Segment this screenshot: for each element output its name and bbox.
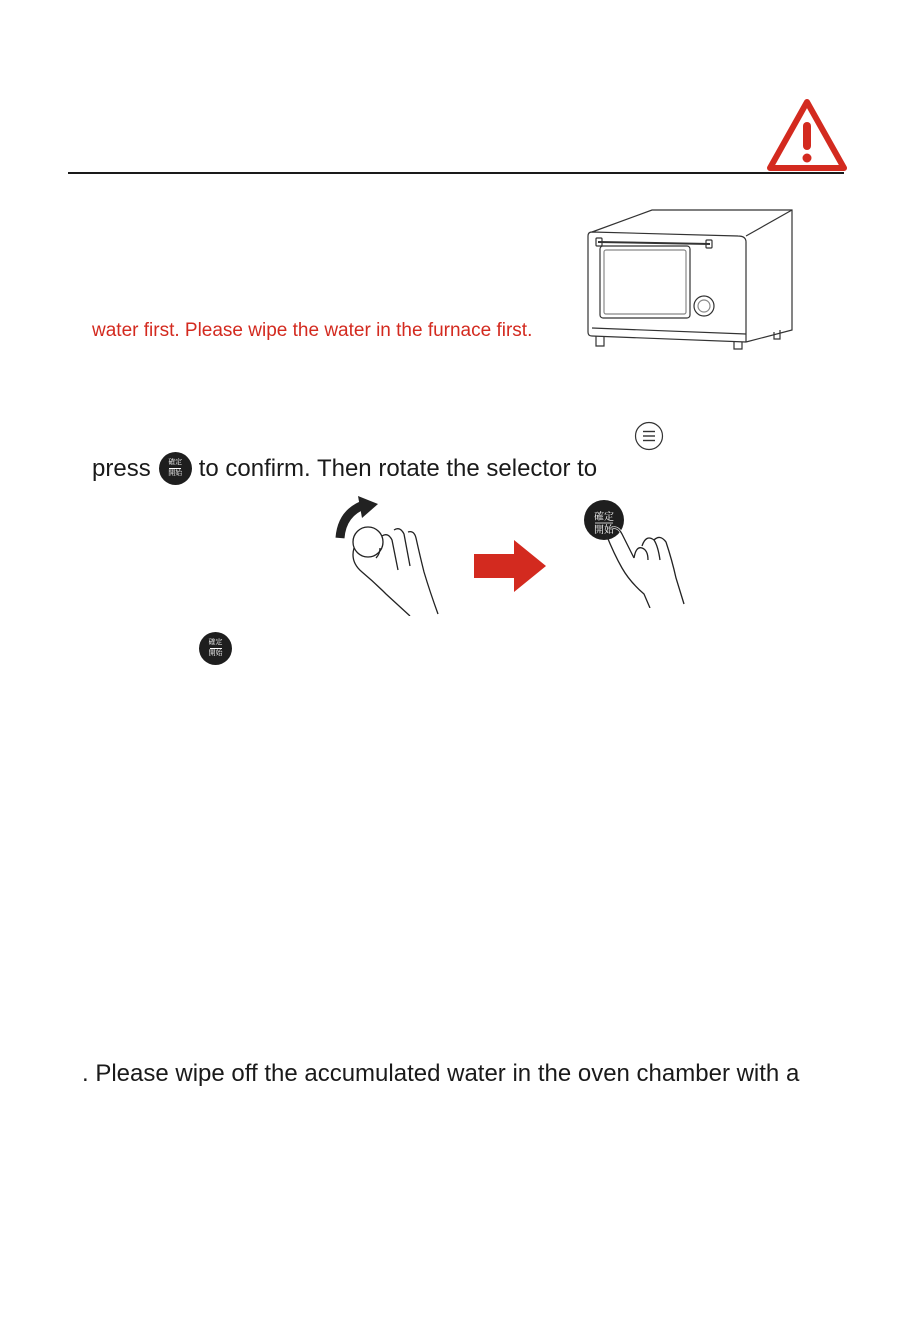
oven-illustration	[586, 206, 800, 358]
confirm-start-button-icon: 確定 開始	[199, 632, 232, 665]
menu-icon	[634, 421, 664, 451]
wipe-water-instruction: . Please wipe off the accumulated water in the oven chamber with a	[82, 1060, 800, 1087]
red-right-arrow-icon	[474, 540, 546, 592]
warning-triangle-icon	[766, 98, 848, 172]
water-warning-text: water first. Please wipe the water in the furnace first.	[92, 320, 533, 341]
svg-text:確定: 確定	[594, 512, 614, 523]
section-divider	[68, 172, 844, 174]
press-button-illustration	[584, 498, 694, 608]
instruction-line	[92, 452, 597, 485]
confirm-start-button-icon: 確定 開始	[159, 452, 192, 485]
rotate-knob-illustration	[330, 496, 445, 616]
confirm-text: to confirm. Then rotate the selector to	[198, 454, 598, 482]
svg-text:開始: 開始	[594, 525, 614, 536]
press-word: press	[92, 454, 151, 482]
